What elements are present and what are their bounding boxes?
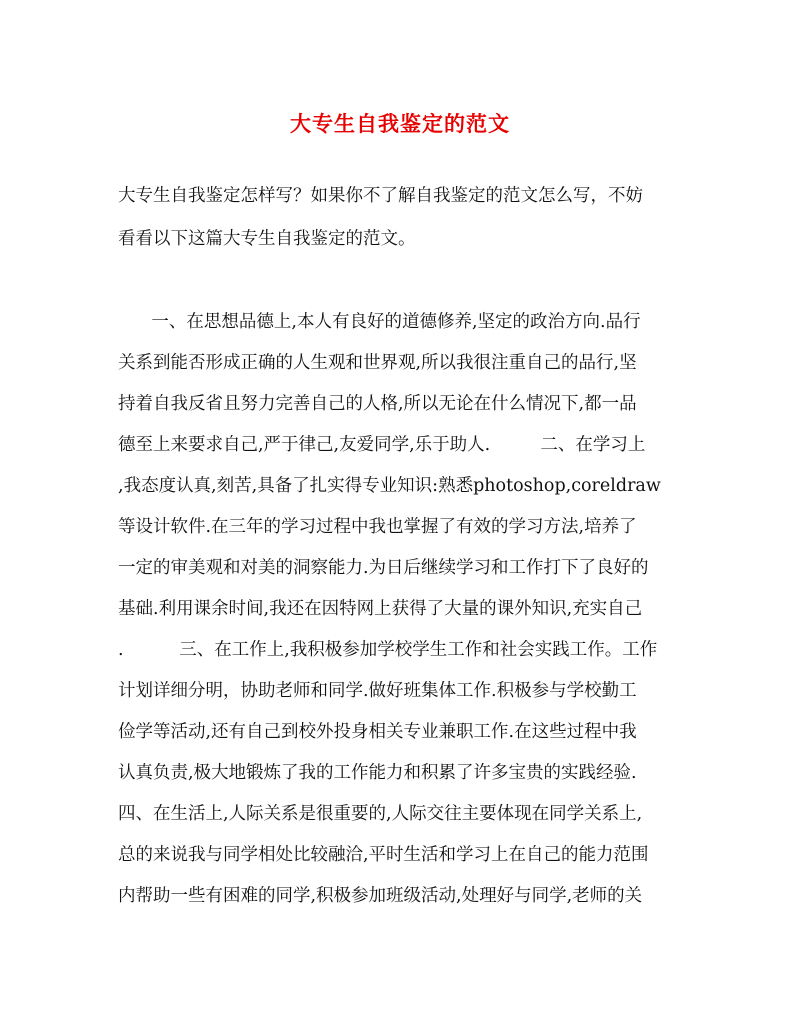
body-line-3: 持着自我反省且努力完善自己的人格,所以无论在什么情况下,都一品: [118, 394, 637, 414]
body-line-11: 俭学等活动,还有自己到校外投身相关专业兼职工作.在这些过程中我: [118, 722, 637, 742]
body-line-9: . 三、在工作上,我积极参加学校学生工作和社会实践工作。工作: [118, 640, 658, 660]
body-line-8: 基础.利用课余时间,我还在因特网上获得了大量的课外知识,充实自己: [118, 599, 643, 619]
body-line-14: 总的来说我与同学相处比较融洽,平时生活和学习上在自己的能力范围: [118, 845, 649, 865]
document-title: 大专生自我鉴定的范文: [290, 111, 510, 136]
body-line-2: 关系到能否形成正确的人生观和世界观,所以我很注重自己的品行,坚: [118, 353, 637, 373]
body-line-13: 四、在生活上,人际关系是很重要的,人际交往主要体现在同学关系上,: [118, 804, 643, 824]
body-line-5: ,我态度认真,刻苦,具备了扎实得专业知识:熟悉photoshop,coreldraw: [118, 476, 661, 496]
body-line-15: 内帮助一些有困难的同学,积极参加班级活动,处理好与同学,老师的关: [118, 886, 643, 906]
intro-line-1: 大专生自我鉴定怎样写？如果你不了解自我鉴定的范文怎么写，不妨: [118, 186, 643, 206]
intro-line-2: 看看以下这篇大专生自我鉴定的范文。: [118, 229, 416, 249]
body-line-6: 等设计软件.在三年的学习过程中我也掌握了有效的学习方法,培养了: [118, 517, 637, 537]
body-line-10: 计划详细分明，协助老师和同学.做好班集体工作.积极参与学校勤工: [118, 681, 637, 701]
body-line-12: 认真负责,极大地锻炼了我的工作能力和积累了许多宝贵的实践经验.: [118, 763, 637, 783]
body-line-7: 一定的审美观和对美的洞察能力.为日后继续学习和工作打下了良好的: [118, 558, 649, 578]
body-line-4: 德至上来要求自己,严于律己,友爱同学,乐于助人. 二、在学习上: [118, 435, 646, 455]
body-line-1: 一、在思想品德上,本人有良好的道德修养,坚定的政治方向.品行: [118, 312, 641, 332]
